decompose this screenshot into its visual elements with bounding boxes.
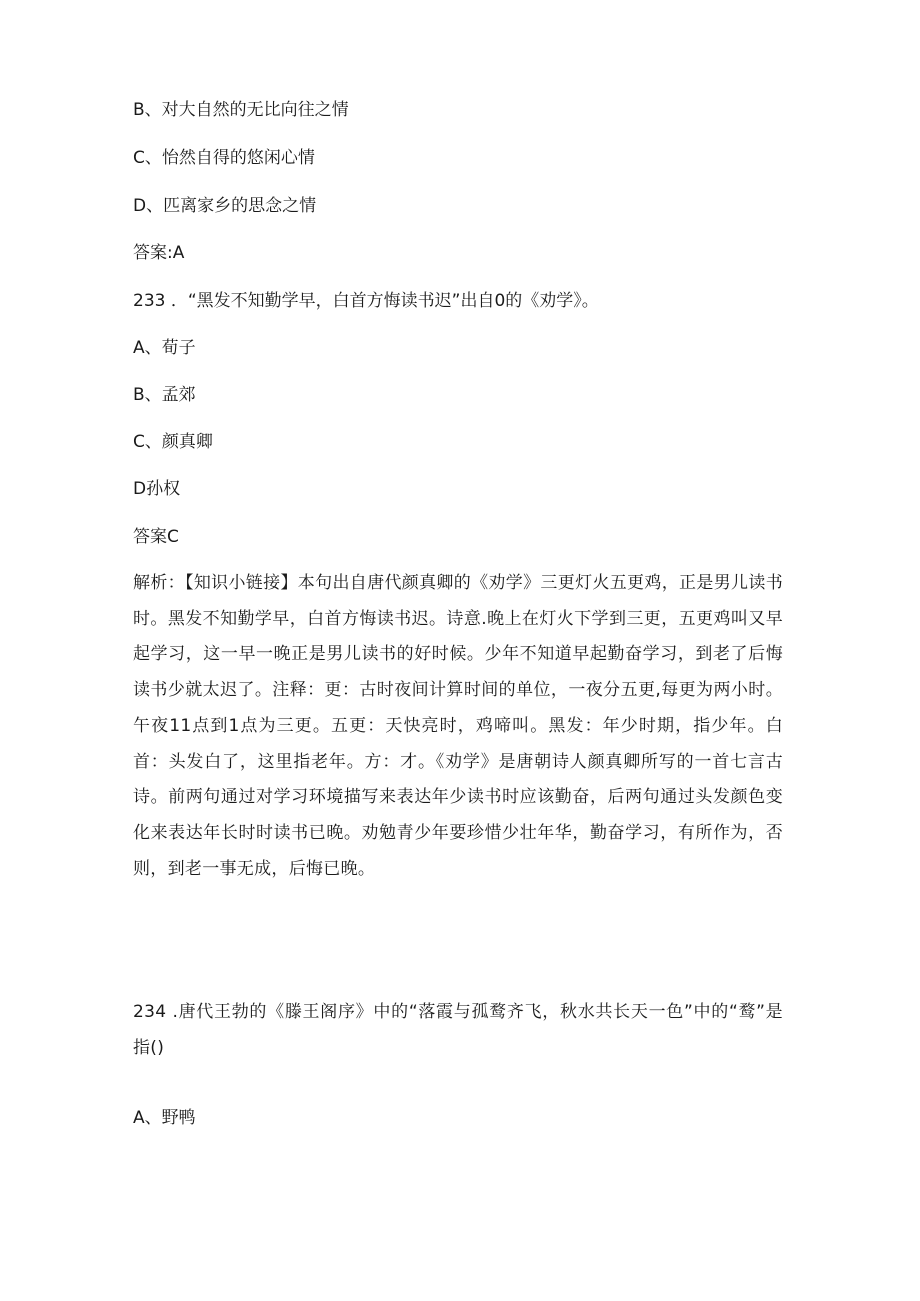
q233-option-c: C、颜真卿 xyxy=(133,432,213,452)
q233-explanation: 解析：【知识小链接】本句出自唐代颜真卿的《劝学》三更灯火五更鸡，正是男儿读书时。黑发不知勤学早，白首方悔读书迟。诗意.晚上在灯火下学到三更，五更鸡叫又早起学习，这一早一晚正是男儿读书的好时候。少年不知道早起勤奋学习，到老了后悔读书少就太迟了。注释：更：古时夜间计算时间的单位，一夜分五更,每更为两小时。午夜11点到1点为三更。五更：天快亮时，鸡啼叫。黑发：年少时期，指少年。白首：头发白了，这里指老年。方：才。《劝学》是唐朝诗人颜真卿所写的一首七言古诗。前两句通过对学习环境描写来表达年少读书时应该勤奋，后两句通过头发颜色变化来表达年长时时读书已晚。劝勉青少年要珍惜少壮年华，勤奋学习，有所作为，否则，到老一事无成，后悔已晚。 xyxy=(133,573,783,879)
q232-option-c: C、怡然自得的悠闲心情 xyxy=(133,148,315,168)
q232-option-b: B、对大自然的无比向往之情 xyxy=(133,100,349,120)
q232-answer: 答案:A xyxy=(133,243,185,263)
q234-option-a: A、野鸭 xyxy=(133,1108,196,1128)
q232-option-d: D、匹离家乡的思念之情 xyxy=(133,196,317,216)
q233-option-d: D孙权 xyxy=(133,479,181,499)
q233-answer: 答案C xyxy=(133,527,179,547)
q233-option-a: A、荀子 xyxy=(133,338,196,358)
q233-question: 233 ．“黑发不知勤学早，白首方悔读书迟”出自0的《劝学》。 xyxy=(133,291,599,311)
q233-option-b: B、孟郊 xyxy=(133,385,196,405)
q234-question: 234 .唐代王勃的《滕王阁序》中的“落霞与孤鹜齐飞，秋水共长天一色”中的“鹜”是指() xyxy=(133,1002,783,1058)
